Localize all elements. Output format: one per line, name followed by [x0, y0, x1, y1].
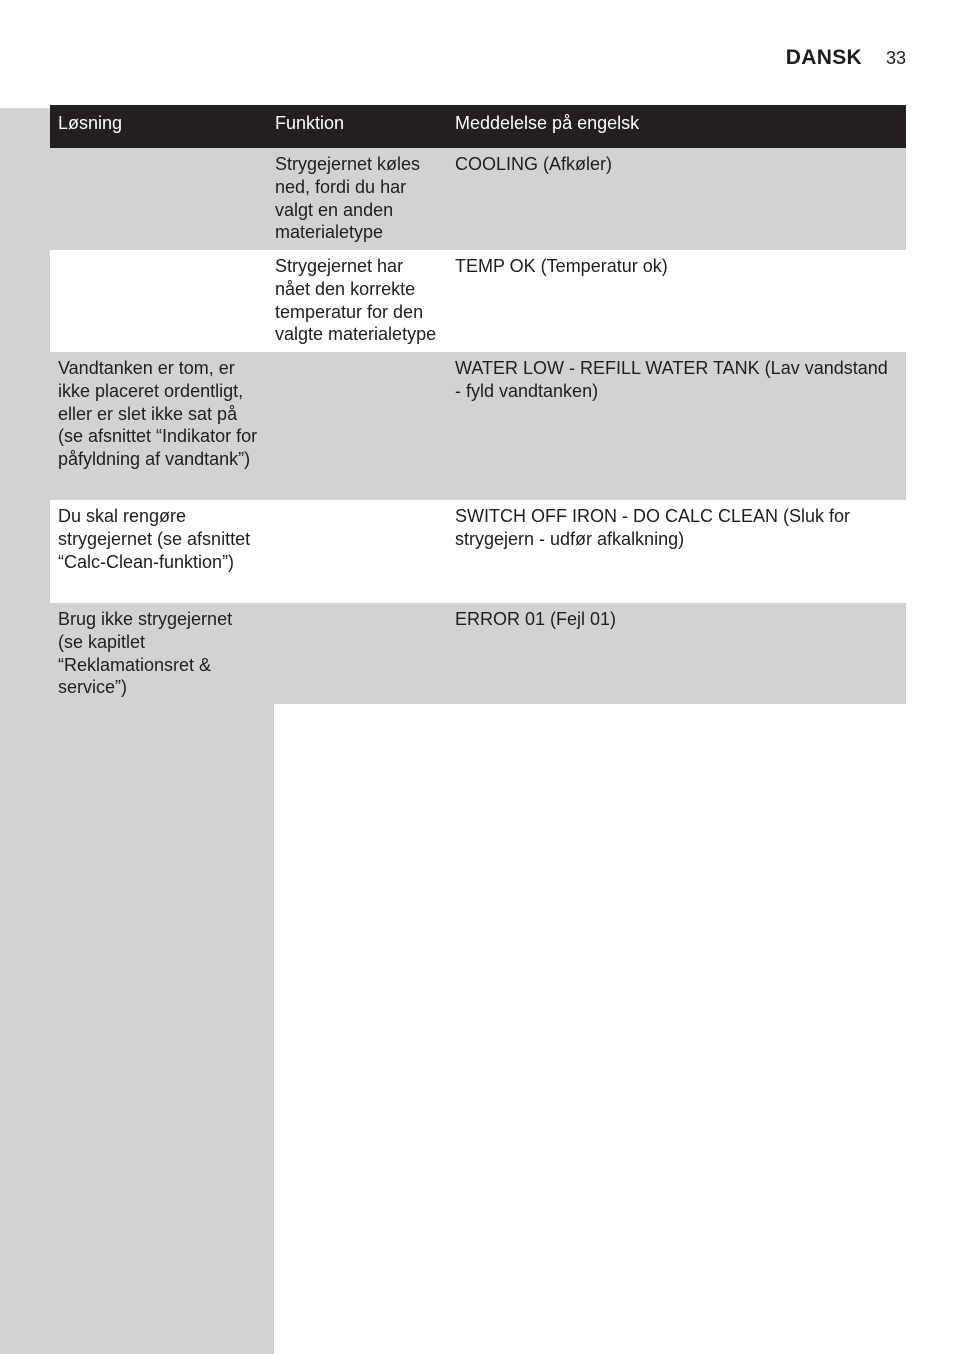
cell-meddelelse: WATER LOW - REFILL WATER TANK (Lav vandstand - fyld vandtanken) [455, 358, 888, 401]
cell-losning: Brug ikke strygejernet (se kapitlet “Reklamationsret & service”) [58, 609, 233, 698]
table-row [50, 603, 906, 704]
cell-losning [50, 148, 267, 250]
page-header [786, 46, 906, 70]
cell-funktion: Strygejernet har nået den korrekte temperatur for den valgte materialetype [275, 256, 437, 345]
cell-losning: Du skal rengøre strygejernet (se afsnittet “Calc-Clean-funktion”) [58, 506, 251, 572]
cell-funktion [267, 352, 447, 500]
cell-meddelelse: COOLING (Afkøler) [455, 154, 613, 174]
column-header-funktion: Funktion [275, 113, 345, 133]
cell-meddelelse: TEMP OK (Temperatur ok) [455, 256, 668, 276]
table-row [50, 148, 906, 250]
table-row [50, 500, 906, 603]
column-header-meddelelse: Meddelelse på engelsk [455, 113, 640, 133]
cell-funktion [267, 500, 447, 603]
table-row [50, 352, 906, 500]
column-header-losning: Løsning [58, 113, 123, 133]
cell-funktion [267, 603, 447, 704]
language-label: DANSK [785, 46, 862, 69]
cell-meddelelse: ERROR 01 (Fejl 01) [455, 609, 617, 629]
table-row [50, 250, 906, 352]
cell-losning: Vandtanken er tom, er ikke placeret ordentligt, eller er slet ikke sat på (se afsnittet “Indikator for påfyldning af vandtank”) [58, 358, 258, 470]
cell-meddelelse: SWITCH OFF IRON - DO CALC CLEAN (Sluk for strygejern - udfør afkalkning) [455, 506, 851, 549]
message-table [50, 105, 906, 704]
cell-losning [50, 250, 267, 352]
table-header-row [50, 105, 906, 148]
page-number: 33 [885, 48, 906, 68]
cell-funktion: Strygejernet køles ned, fordi du har valgt en anden materialetype [275, 154, 421, 243]
